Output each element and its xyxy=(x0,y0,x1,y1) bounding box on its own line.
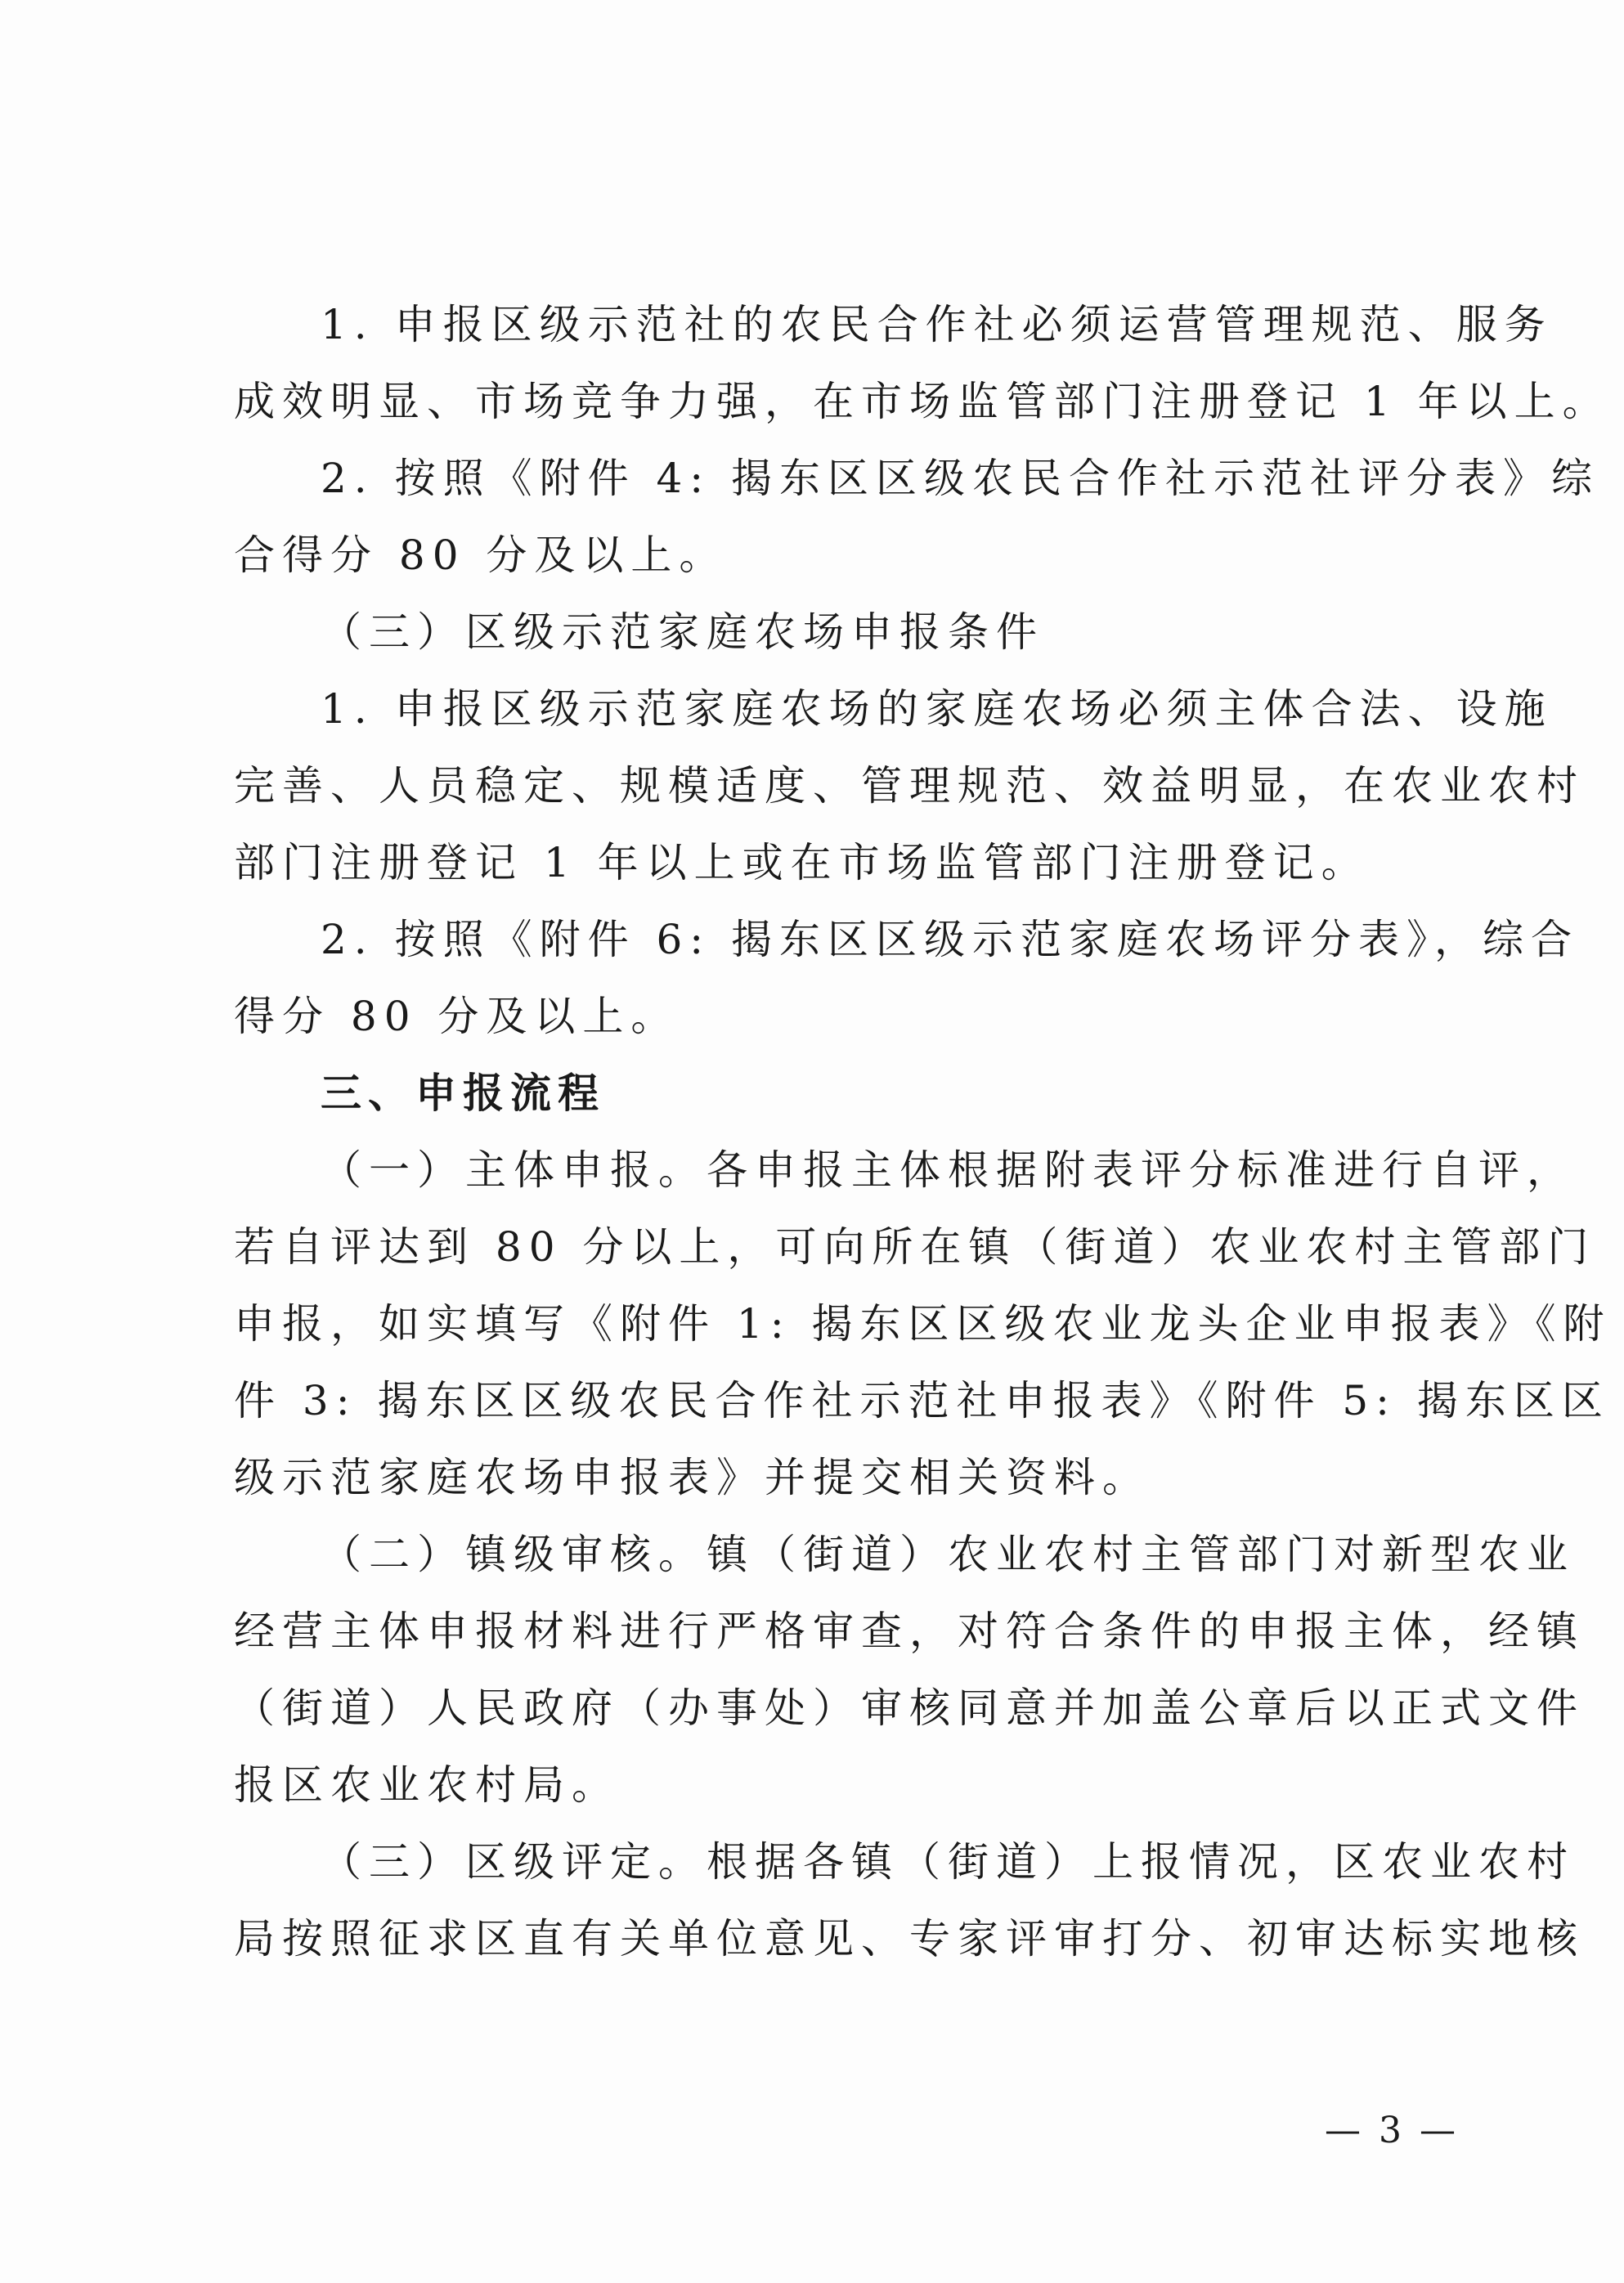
page-number: — 3 — xyxy=(1325,2110,1459,2151)
subsection-heading: （三）区级示范家庭农场申报条件 xyxy=(321,608,1044,656)
paragraph-line: 局按照征求区直有关单位意见、专家评审打分、初审达标实地核 xyxy=(234,1915,1585,1962)
paragraph-line: 级示范家庭农场申报表》并提交相关资料。 xyxy=(234,1454,1151,1501)
paragraph-line: （二）镇级审核。镇（街道）农业农村主管部门对新型农业 xyxy=(321,1531,1575,1578)
paragraph-line: 得分 80 分及以上。 xyxy=(234,993,680,1040)
paragraph-line: 经营主体申报材料进行严格审查，对符合条件的申报主体，经镇 xyxy=(234,1608,1585,1655)
paragraph-line: （一）主体申报。各申报主体根据附表评分标准进行自评， xyxy=(321,1146,1575,1194)
paragraph-line: 报区农业农村局。 xyxy=(234,1761,620,1809)
document-body xyxy=(234,286,1612,1977)
paragraph-line: 2. 按照《附件 4: 揭东区区级农民合作社示范社评分表》综 xyxy=(321,455,1600,502)
paragraph-line: （三）区级评定。根据各镇（街道）上报情况，区农业农村 xyxy=(321,1838,1575,1886)
paragraph-line: 申报，如实填写《附件 1: 揭东区区级农业龙头企业申报表》《附 xyxy=(234,1300,1612,1348)
paragraph-line: 完善、人员稳定、规模适度、管理规范、效益明显，在农业农村 xyxy=(234,762,1585,810)
section-heading: 三、申报流程 xyxy=(321,1070,605,1117)
paragraph-line: 部门注册登记 1 年以上或在市场监管部门注册登记。 xyxy=(234,839,1370,886)
paragraph-line: 若自评达到 80 分以上，可向所在镇（街道）农业农村主管部门 xyxy=(234,1223,1596,1271)
paragraph-line: （街道）人民政府（办事处）审核同意并加盖公章后以正式文件 xyxy=(234,1684,1585,1732)
paragraph-line: 合得分 80 分及以上。 xyxy=(234,532,728,579)
paragraph-line: 1. 申报区级示范社的农民合作社必须运营管理规范、服务 xyxy=(321,301,1553,348)
paragraph-line: 1. 申报区级示范家庭农场的家庭农场必须主体合法、设施 xyxy=(321,685,1553,733)
paragraph-line: 成效明显、市场竞争力强，在市场监管部门注册登记 1 年以上。 xyxy=(234,378,1611,425)
paragraph-line: 2. 按照《附件 6: 揭东区区级示范家庭农场评分表》，综合 xyxy=(321,916,1580,963)
paragraph-line: 件 3: 揭东区区级农民合作社示范社申报表》《附件 5: 揭东区区 xyxy=(234,1377,1610,1424)
